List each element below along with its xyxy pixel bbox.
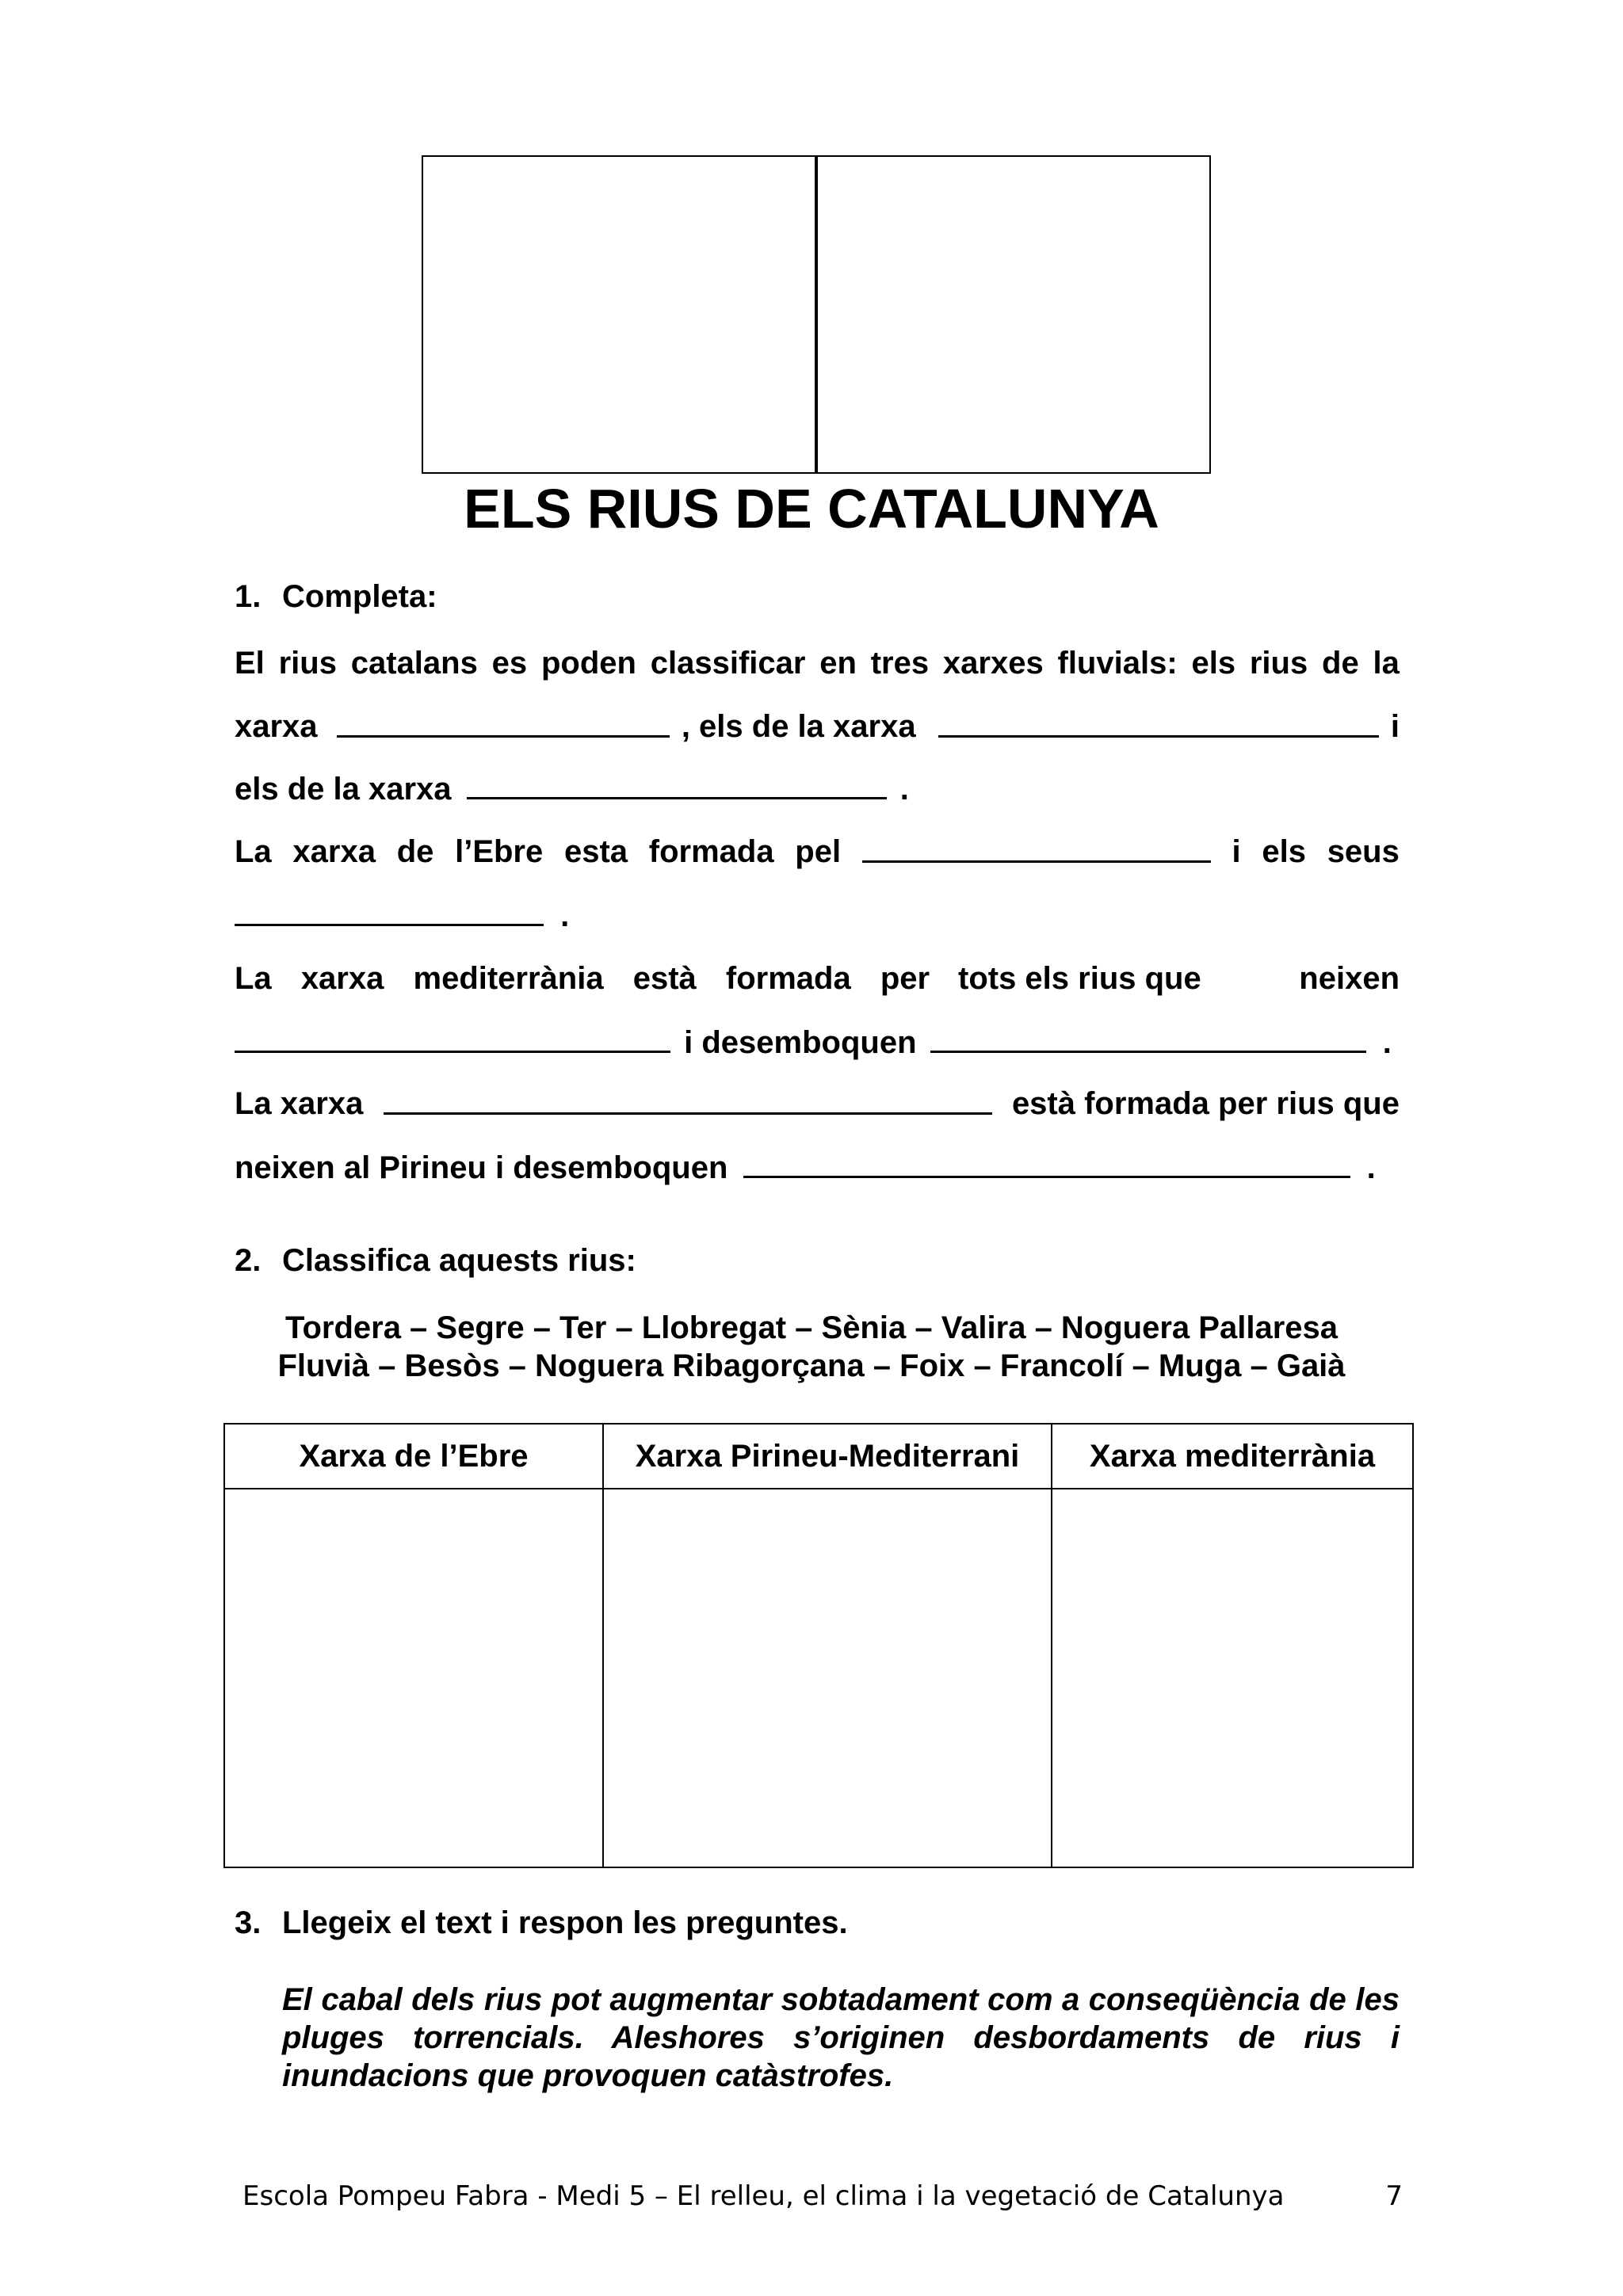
exercise1-line8 <box>235 1084 1400 1123</box>
blank-mediterranean-mouth[interactable] <box>930 1022 1366 1053</box>
page-number: 7 <box>1385 2180 1403 2212</box>
word: tres <box>870 646 930 681</box>
answer-cell-mediterrania[interactable] <box>1052 1489 1413 1867</box>
blank-pirineu-mouth[interactable] <box>743 1147 1350 1178</box>
word: catalans <box>350 646 478 681</box>
word: neixen <box>1299 961 1400 996</box>
section3-heading <box>235 1903 848 1943</box>
word: classificar <box>650 646 806 681</box>
word: mediterrània <box>413 961 604 996</box>
table-header-row <box>224 1424 1413 1489</box>
header-xarxa-pirineu-mediterrani: Xarxa Pirineu-Mediterrani <box>603 1424 1052 1489</box>
section1-title: Completa: <box>282 579 437 614</box>
table-answer-row <box>224 1489 1413 1867</box>
period: . <box>899 772 909 807</box>
exercise1-line9 <box>235 1147 1400 1188</box>
header-xarxa-ebre: Xarxa de l’Ebre <box>224 1424 603 1489</box>
word: xarxa <box>235 709 318 744</box>
word: els <box>1262 834 1306 869</box>
word: fluvials: <box>1057 646 1178 681</box>
word: està <box>632 961 697 996</box>
blank-xarxa-3[interactable] <box>467 769 887 799</box>
section1-heading <box>235 577 437 616</box>
word: seus <box>1327 834 1400 869</box>
word: es <box>491 646 528 681</box>
exercise1-line4 <box>235 832 1400 871</box>
section1-number: 1. <box>235 579 262 614</box>
word: poden <box>540 646 636 681</box>
word: El <box>235 646 265 681</box>
text-fragment: La xarxa <box>235 1086 364 1121</box>
exercise1-line3 <box>235 769 1400 809</box>
rivers-list-line1: Tordera – Segre – Ter – Llobregat – Sènia – Valira – Noguera Pallaresa <box>285 1310 1338 1345</box>
section2-number: 2. <box>235 1243 262 1278</box>
section3-number: 3. <box>235 1905 262 1940</box>
answer-cell-pirineu-mediterrani[interactable] <box>603 1489 1052 1867</box>
blank-ebre-tributaries[interactable] <box>235 895 544 926</box>
word: xarxes <box>942 646 1044 681</box>
exercise1-line1 <box>235 643 1400 683</box>
header-xarxa-mediterrania: Xarxa mediterrània <box>1052 1424 1413 1489</box>
text-fragment: tots els rius que <box>958 961 1201 996</box>
word: rius <box>1249 646 1308 681</box>
word: esta <box>563 834 628 869</box>
text-fragment: els de la xarxa <box>235 772 452 807</box>
blank-mediterranean-origin[interactable] <box>235 1022 670 1053</box>
text-fragment: , els de la xarxa <box>681 709 916 744</box>
page-title: ELS RIUS DE CATALUNYA <box>464 478 1159 540</box>
blank-ebre-main-river[interactable] <box>862 832 1211 863</box>
rivers-list-line2: Fluvià – Besòs – Noguera Ribagorçana – Foix – Francolí – Muga – Gaià <box>277 1348 1346 1383</box>
word: formada <box>648 834 774 869</box>
section3-title: Llegeix el text i respon les preguntes. <box>282 1905 848 1940</box>
exercise1-line5 <box>235 895 1400 936</box>
word: rius <box>278 646 337 681</box>
word: de <box>1322 646 1359 681</box>
reading-text: El cabal dels rius pot augmentar sobtadament com a conseqüència de les pluges torrencials. Aleshores s’originen desbordaments de rius i inundacions que provoquen catàstrofes. <box>282 1982 1400 2093</box>
word: de <box>396 834 434 869</box>
word: formada <box>725 961 851 996</box>
word: per <box>880 961 930 996</box>
page-footer <box>242 2180 1403 2212</box>
word: xarxa <box>300 961 384 996</box>
period: . <box>1366 1150 1376 1185</box>
section2-heading <box>235 1241 636 1280</box>
word: els <box>1191 646 1236 681</box>
image-placeholder-right <box>816 155 1211 474</box>
section2-title: Classifica aquests rius: <box>282 1243 636 1278</box>
footer-text: Escola Pompeu Fabra - Medi 5 – El relleu, el clima i la vegetació de Catalunya <box>242 2180 1285 2212</box>
period: . <box>1382 1025 1392 1060</box>
blank-xarxa-2[interactable] <box>938 707 1379 738</box>
word: i <box>1390 709 1400 744</box>
image-placeholder-left <box>422 155 816 474</box>
exercise1-line7 <box>235 1022 1400 1062</box>
blank-pirineu-network[interactable] <box>384 1084 992 1115</box>
text-fragment: i desemboquen <box>684 1025 917 1060</box>
word: La <box>235 961 272 996</box>
exercise1-line2 <box>235 707 1400 746</box>
exercise1-line6 <box>235 959 1400 998</box>
answer-cell-ebre[interactable] <box>224 1489 603 1867</box>
word: i <box>1232 834 1241 869</box>
word: La <box>235 834 272 869</box>
word: xarxa <box>292 834 376 869</box>
period: . <box>560 898 570 933</box>
word: l’Ebre <box>455 834 544 869</box>
classification-table <box>223 1423 1414 1868</box>
word: en <box>819 646 857 681</box>
blank-xarxa-1[interactable] <box>337 707 670 738</box>
word: pel <box>795 834 842 869</box>
text-fragment: neixen al Pirineu i desemboquen <box>235 1150 728 1185</box>
word: la <box>1373 646 1400 681</box>
text-fragment: està formada per rius que <box>1011 1086 1400 1121</box>
